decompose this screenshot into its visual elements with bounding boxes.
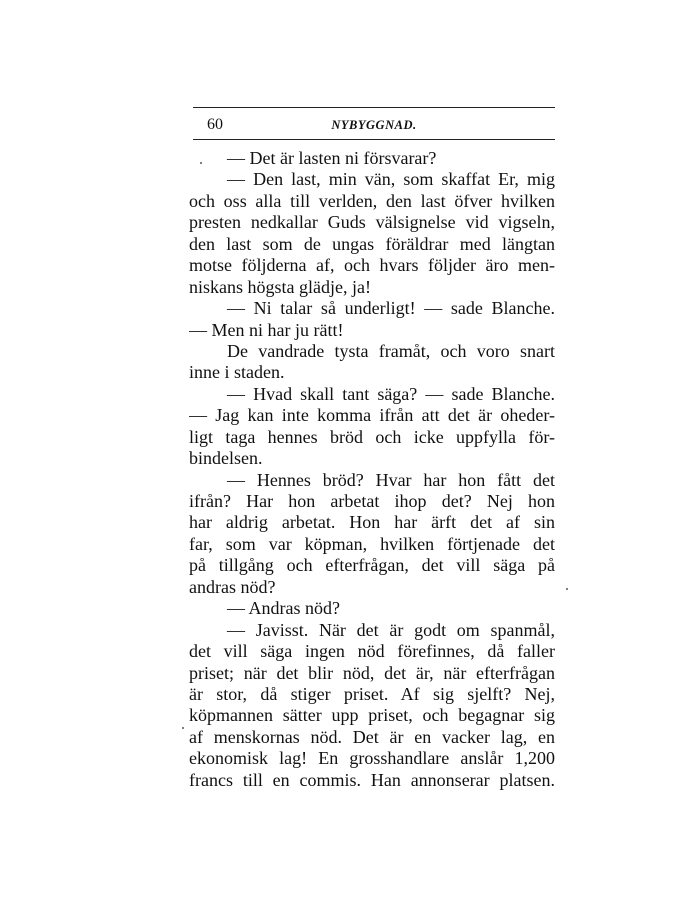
text-line: francs till en commis. Han annonserar platsen. [189,769,555,790]
text-line: den last som de ungas föräldrar med längtan [189,233,555,254]
text-line: ifrån? Har hon arbetat ihop det? Nej hon [189,491,555,511]
text-line: priset; när det blir nöd, det är, när efterfrågan [189,662,555,683]
text-line: har aldrig arbetat. Hon har ärft det af sin [189,512,555,533]
text-line: — Hvad skall tant säga? — sade Blanche. [227,383,555,404]
text-line: — Det är lasten ni försvarar? [227,148,437,168]
text-line: — Den last, min vän, som skaffat Er, mig [227,169,555,190]
text-line: andras nöd? [189,576,276,597]
text-line: — Ni talar så underligt! — sade Blanche. [227,298,555,319]
text-line: på tillgång och efterfrågan, det vill säga på [189,555,555,576]
print-speck [200,162,202,164]
text-line: ligt taga hennes bröd och icke uppfylla för- [189,426,555,447]
text-line: — Jag kan inte komma ifrån att det är oheder- [189,405,555,426]
page-number: 60 [207,116,223,133]
text-line: far, som var köpman, hvilken förtjenade det [189,533,555,554]
text-line: köpmannen sätter upp priset, och begagnar sig [189,705,555,726]
text-line: niskans högsta glädje, ja! [189,276,371,297]
text-line: — Andras nöd? [227,598,340,619]
print-speck [182,727,184,729]
text-line: — Javisst. När det är godt om spanmål, [227,619,555,640]
text-line: presten nedkallar Guds välsignelse vid vigseln, [189,212,555,233]
body-text [189,148,555,791]
running-header [193,116,555,138]
text-line: ekonomisk lag! En grosshandlare anslår 1,200 [189,748,555,769]
text-line: motse följderna af, och hvars följder äro men- [189,255,555,276]
text-line: bindelsen. [189,448,263,469]
header-top-rule [193,107,555,108]
text-line: och oss alla till verlden, den last öfver hvilken [189,190,555,211]
print-speck [566,588,568,590]
text-line: är stor, då stiger priset. Af sig sjelft? Nej, [189,683,555,704]
text-line: — Hennes bröd? Hvar har hon fått det [227,469,555,490]
text-line: inne i staden. [189,362,285,383]
text-line: — Men ni har ju rätt! [189,319,344,340]
header-bottom-rule [193,139,555,140]
running-title: NYBYGGNAD. [331,118,417,132]
text-line: af menskornas nöd. Det är en vacker lag, en [189,726,555,747]
text-line: det vill säga ingen nöd förefinnes, då faller [189,641,555,662]
text-line: De vandrade tysta framåt, och voro snart [227,340,555,361]
